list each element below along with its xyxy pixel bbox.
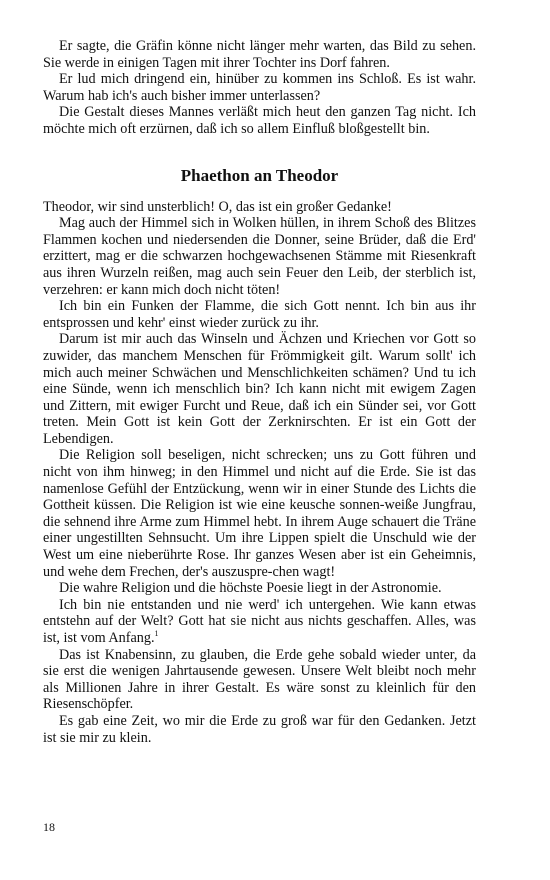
paragraph: Ich bin ein Funken der Flamme, die sich Gott nennt. Ich bin aus ihr entsprossen und kehr' einst wieder zurück zu ihr. bbox=[43, 298, 476, 331]
paragraph: Die Religion soll beseligen, nicht schrecken; uns zu Gott führen und nicht von ihm hinweg; in den Himmel und nicht auf die Erde. Sie ist das namenlose Gefühl der Entzückung, wenn wir in einer Stunde des Lichts die Gottheit küssen. Die Religion ist wie eine keusche sonnen-weiße Jungfrau, die sehnend ihre Arme zum Himmel hebt. In ihrem Auge schauert die Träne einer ungestillten Sehnsucht. Um ihre Lippen spielt die Unschuld wie der West um eine nieberührte Rose. Ihr ganzes Wesen aber ist ein Geheimnis, und wehe dem Frechen, der's auszuspre-chen wagt! bbox=[43, 447, 476, 580]
paragraph: Er sagte, die Gräfin könne nicht länger mehr warten, das Bild zu sehen. Sie werde in einigen Tagen mit ihrer Tochter ins Dorf fahren. bbox=[43, 38, 476, 71]
paragraph: Mag auch der Himmel sich in Wolken hüllen, in ihrem Schoß des Blitzes Flammen kochen und niedersenden die Donner, seine Brüder, daß die Erd' erzittert, mag er die schwarzen hochgewachsenen Stämme mit Riesenkraft aus ihren Wurzeln reißen, mag auch sein Feuer den Leib, der sterblich ist, verzehren: er kann mich doch nicht töten! bbox=[43, 215, 476, 298]
section-title: Phaethon an Theodor bbox=[180, 165, 339, 185]
paragraph-with-footnote bbox=[43, 597, 476, 647]
paragraph: Die wahre Religion und die höchste Poesie liegt in der Astronomie. bbox=[59, 580, 442, 597]
paragraph: Es gab eine Zeit, wo mir die Erde zu groß war für den Gedanken. Jetzt ist sie mir zu klein. bbox=[43, 712, 476, 746]
paragraph: Das ist Knabensinn, zu glauben, die Erde gehe sobald wieder unter, da sie erst die wenigen Jahrtausende gewesen. Unsere Welt bleibt noch mehr als Millionen Jahre in ihrer Gestalt. Es wäre sonst zu kleinlich für den Riesenschöpfer. bbox=[43, 646, 476, 713]
paragraph: Darum ist mir auch das Winseln und Ächzen und Kriechen vor Gott so zuwider, das manchem Menschen für Frömmigkeit gilt. Warum sollt' ich mich auch meiner Schwächen und Menschlichkeiten schämen? Und tu ich eine Sünde, wenn ich menschlich bin? Ich kann nicht mit ewigem Zagen und Zittern, mit ewiger Furcht und Reue, daß ich ein Sünder sei, vor Gott treten. Mein Gott ist kein Gott der Zerknirschten. Er ist ein Gott der Lebendigen. bbox=[43, 331, 476, 447]
letter-text-block bbox=[43, 199, 476, 747]
paragraph: Er lud mich dringend ein, hinüber zu kommen ins Schloß. Es ist wahr. Warum hab ich's auch bisher immer unterlassen? bbox=[43, 71, 476, 104]
top-text-block bbox=[43, 38, 476, 138]
page-number: 18 bbox=[43, 820, 55, 834]
footnote-marker[interactable]: 1 bbox=[154, 629, 159, 638]
paragraph: Die Gestalt dieses Mannes verläßt mich heut den ganzen Tag nicht. Ich möchte mich oft erzürnen, daß ich so allem Einfluß bloßgestellt bin. bbox=[43, 104, 476, 137]
opening-paragraph: Theodor, wir sind unsterblich! O, das ist ein großer Gedanke! bbox=[43, 198, 392, 215]
paragraph-text: Ich bin nie entstanden und nie werd' ich untergehen. Wie kann etwas entstehn auf der Welt? Gott hat sie nicht aus nichts geschaffen. Alles, was ist, ist vom Anfang. bbox=[43, 596, 476, 646]
